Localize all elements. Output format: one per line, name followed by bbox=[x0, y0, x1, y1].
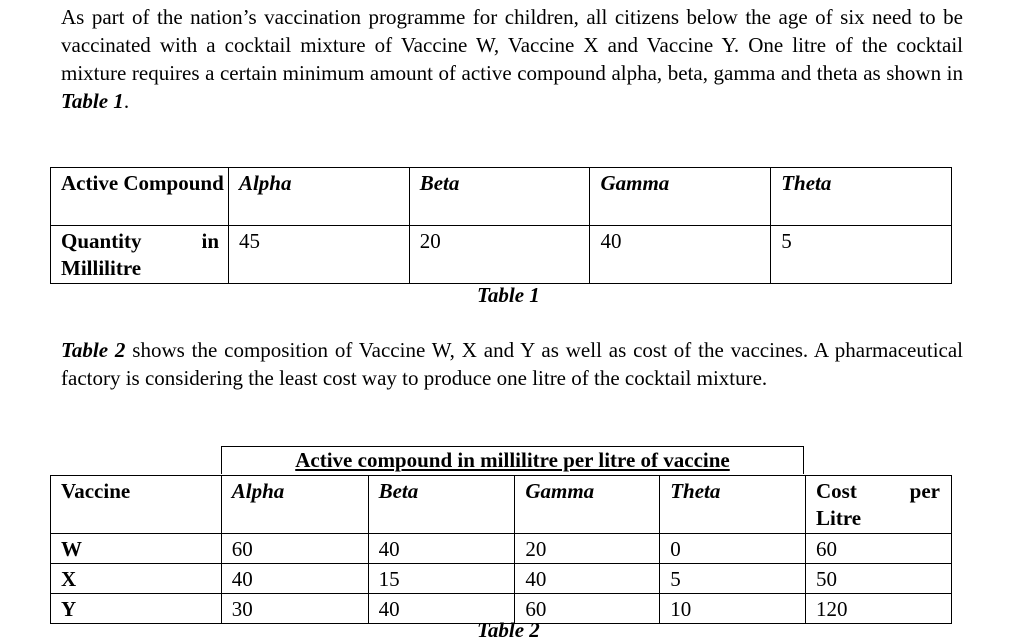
beta-header: Beta bbox=[368, 476, 515, 534]
alpha-quantity: 45 bbox=[228, 226, 409, 284]
alpha-header: Alpha bbox=[228, 168, 409, 226]
alpha-header: Alpha bbox=[221, 476, 368, 534]
second-paragraph: Table 2 shows the composition of Vaccine W, X and Y as well as cost of the vaccines. A pharmaceutical factory is considering the least cost way to produce one litre of the cocktail mixture. bbox=[61, 338, 964, 390]
gamma-value: 40 bbox=[515, 564, 660, 594]
table-row bbox=[51, 564, 952, 594]
table2-caption: Table 2 bbox=[477, 618, 540, 642]
beta-value: 40 bbox=[368, 594, 515, 624]
table-2 bbox=[50, 475, 952, 624]
gamma-quantity: 40 bbox=[590, 226, 771, 284]
theta-value: 0 bbox=[660, 534, 806, 564]
table1-reference: Table 1 bbox=[61, 89, 124, 113]
table2-super-header: Active compound in millilitre per litre of vaccine bbox=[221, 446, 804, 474]
theta-value: 5 bbox=[660, 564, 806, 594]
gamma-value: 20 bbox=[515, 534, 660, 564]
beta-header: Beta bbox=[409, 168, 590, 226]
alpha-value: 40 bbox=[221, 564, 368, 594]
cost-value: 50 bbox=[805, 564, 951, 594]
table2-reference: Table 2 bbox=[61, 338, 126, 362]
vaccine-name: W bbox=[51, 534, 222, 564]
theta-header: Theta bbox=[660, 476, 806, 534]
gamma-value: 60 bbox=[515, 594, 660, 624]
cost-value: 60 bbox=[805, 534, 951, 564]
cost-header: Cost per Litre bbox=[805, 476, 951, 534]
theta-value: 10 bbox=[660, 594, 806, 624]
active-compound-header: Active Compound bbox=[51, 168, 229, 226]
table1-caption: Table 1 bbox=[477, 283, 540, 307]
beta-value: 15 bbox=[368, 564, 515, 594]
beta-quantity: 20 bbox=[409, 226, 590, 284]
gamma-header: Gamma bbox=[590, 168, 771, 226]
alpha-value: 30 bbox=[221, 594, 368, 624]
quantity-label: Quantity in Millilitre bbox=[51, 226, 229, 284]
vaccine-name: X bbox=[51, 564, 222, 594]
beta-value: 40 bbox=[368, 534, 515, 564]
table-1 bbox=[50, 167, 952, 284]
cost-value: 120 bbox=[805, 594, 951, 624]
gamma-header: Gamma bbox=[515, 476, 660, 534]
alpha-value: 60 bbox=[221, 534, 368, 564]
theta-quantity: 5 bbox=[771, 226, 952, 284]
theta-header: Theta bbox=[771, 168, 952, 226]
vaccine-name: Y bbox=[51, 594, 222, 624]
table-row bbox=[51, 534, 952, 564]
intro-paragraph: As part of the nation’s vaccination programme for children, all citizens below the age of six need to be vaccinated with a cocktail mixture of Vaccine W, Vaccine X and Vaccine Y. One litre of the cocktail mixture requires a certain minimum amount of active compound alpha, beta, gamma and theta as shown in Table 1. bbox=[61, 5, 963, 113]
vaccine-header: Vaccine bbox=[51, 476, 222, 534]
